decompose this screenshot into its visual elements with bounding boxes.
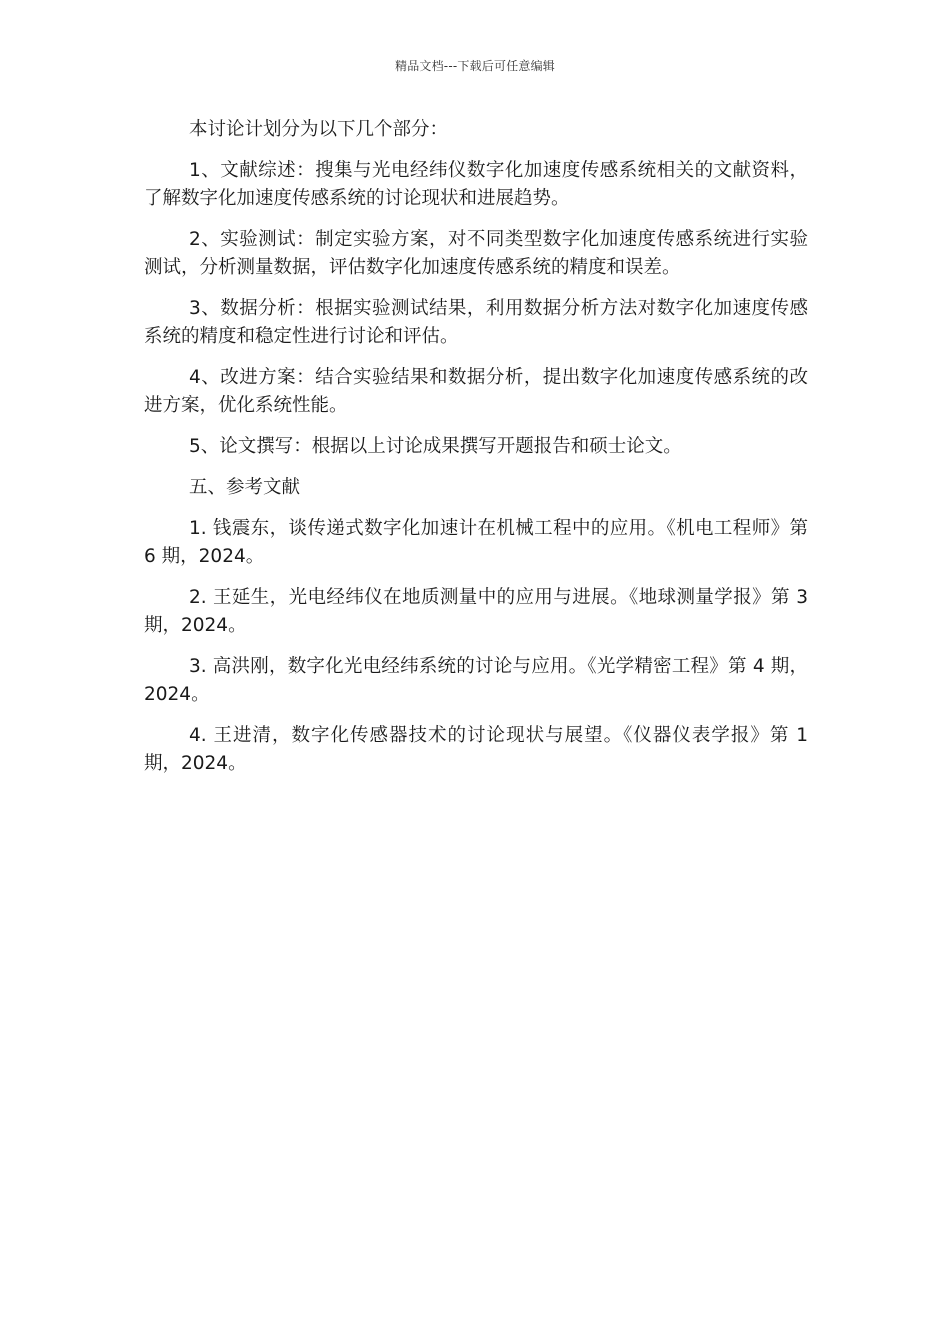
reference-item: 2. 王延生，光电经纬仪在地质测量中的应用与进展。《地球测量学报》第 3 期，2024。 (144, 587, 808, 636)
reference-item: 3. 高洪刚，数字化光电经纬系统的讨论与应用。《光学精密工程》第 4 期，2024。 (144, 656, 808, 705)
paragraph-literature-review: 1、文献综述：搜集与光电经纬仪数字化加速度传感系统相关的文献资料，了解数字化加速度传感系统的讨论现状和进展趋势。 (144, 160, 808, 209)
paragraph-writing: 5、论文撰写：根据以上讨论成果撰写开题报告和硕士论文。 (189, 436, 682, 457)
reference-item: 1. 钱震东，谈传递式数字化加速计在机械工程中的应用。《机电工程师》第 6 期，2024。 (144, 518, 808, 567)
paragraph-intro: 本讨论计划分为以下几个部分： (189, 119, 449, 140)
paragraph-improvement: 4、改进方案：结合实验结果和数据分析，提出数字化加速度传感系统的改进方案，优化系统性能。 (144, 367, 808, 416)
paragraph-experiment: 2、实验测试：制定实验方案，对不同类型数字化加速度传感系统进行实验测试，分析测量数据，评估数字化加速度传感系统的精度和误差。 (144, 229, 808, 278)
paragraph-data-analysis: 3、数据分析：根据实验测试结果，利用数据分析方法对数字化加速度传感系统的精度和稳定性进行讨论和评估。 (144, 298, 808, 347)
references-heading: 五、参考文献 (189, 477, 301, 498)
document-body (144, 116, 808, 791)
reference-list (144, 515, 808, 778)
reference-item: 4. 王进清，数字化传感器技术的讨论现状与展望。《仪器仪表学报》第 1 期，2024。 (144, 725, 808, 774)
page-header: 精品文档---下载后可任意编辑 (395, 59, 555, 73)
